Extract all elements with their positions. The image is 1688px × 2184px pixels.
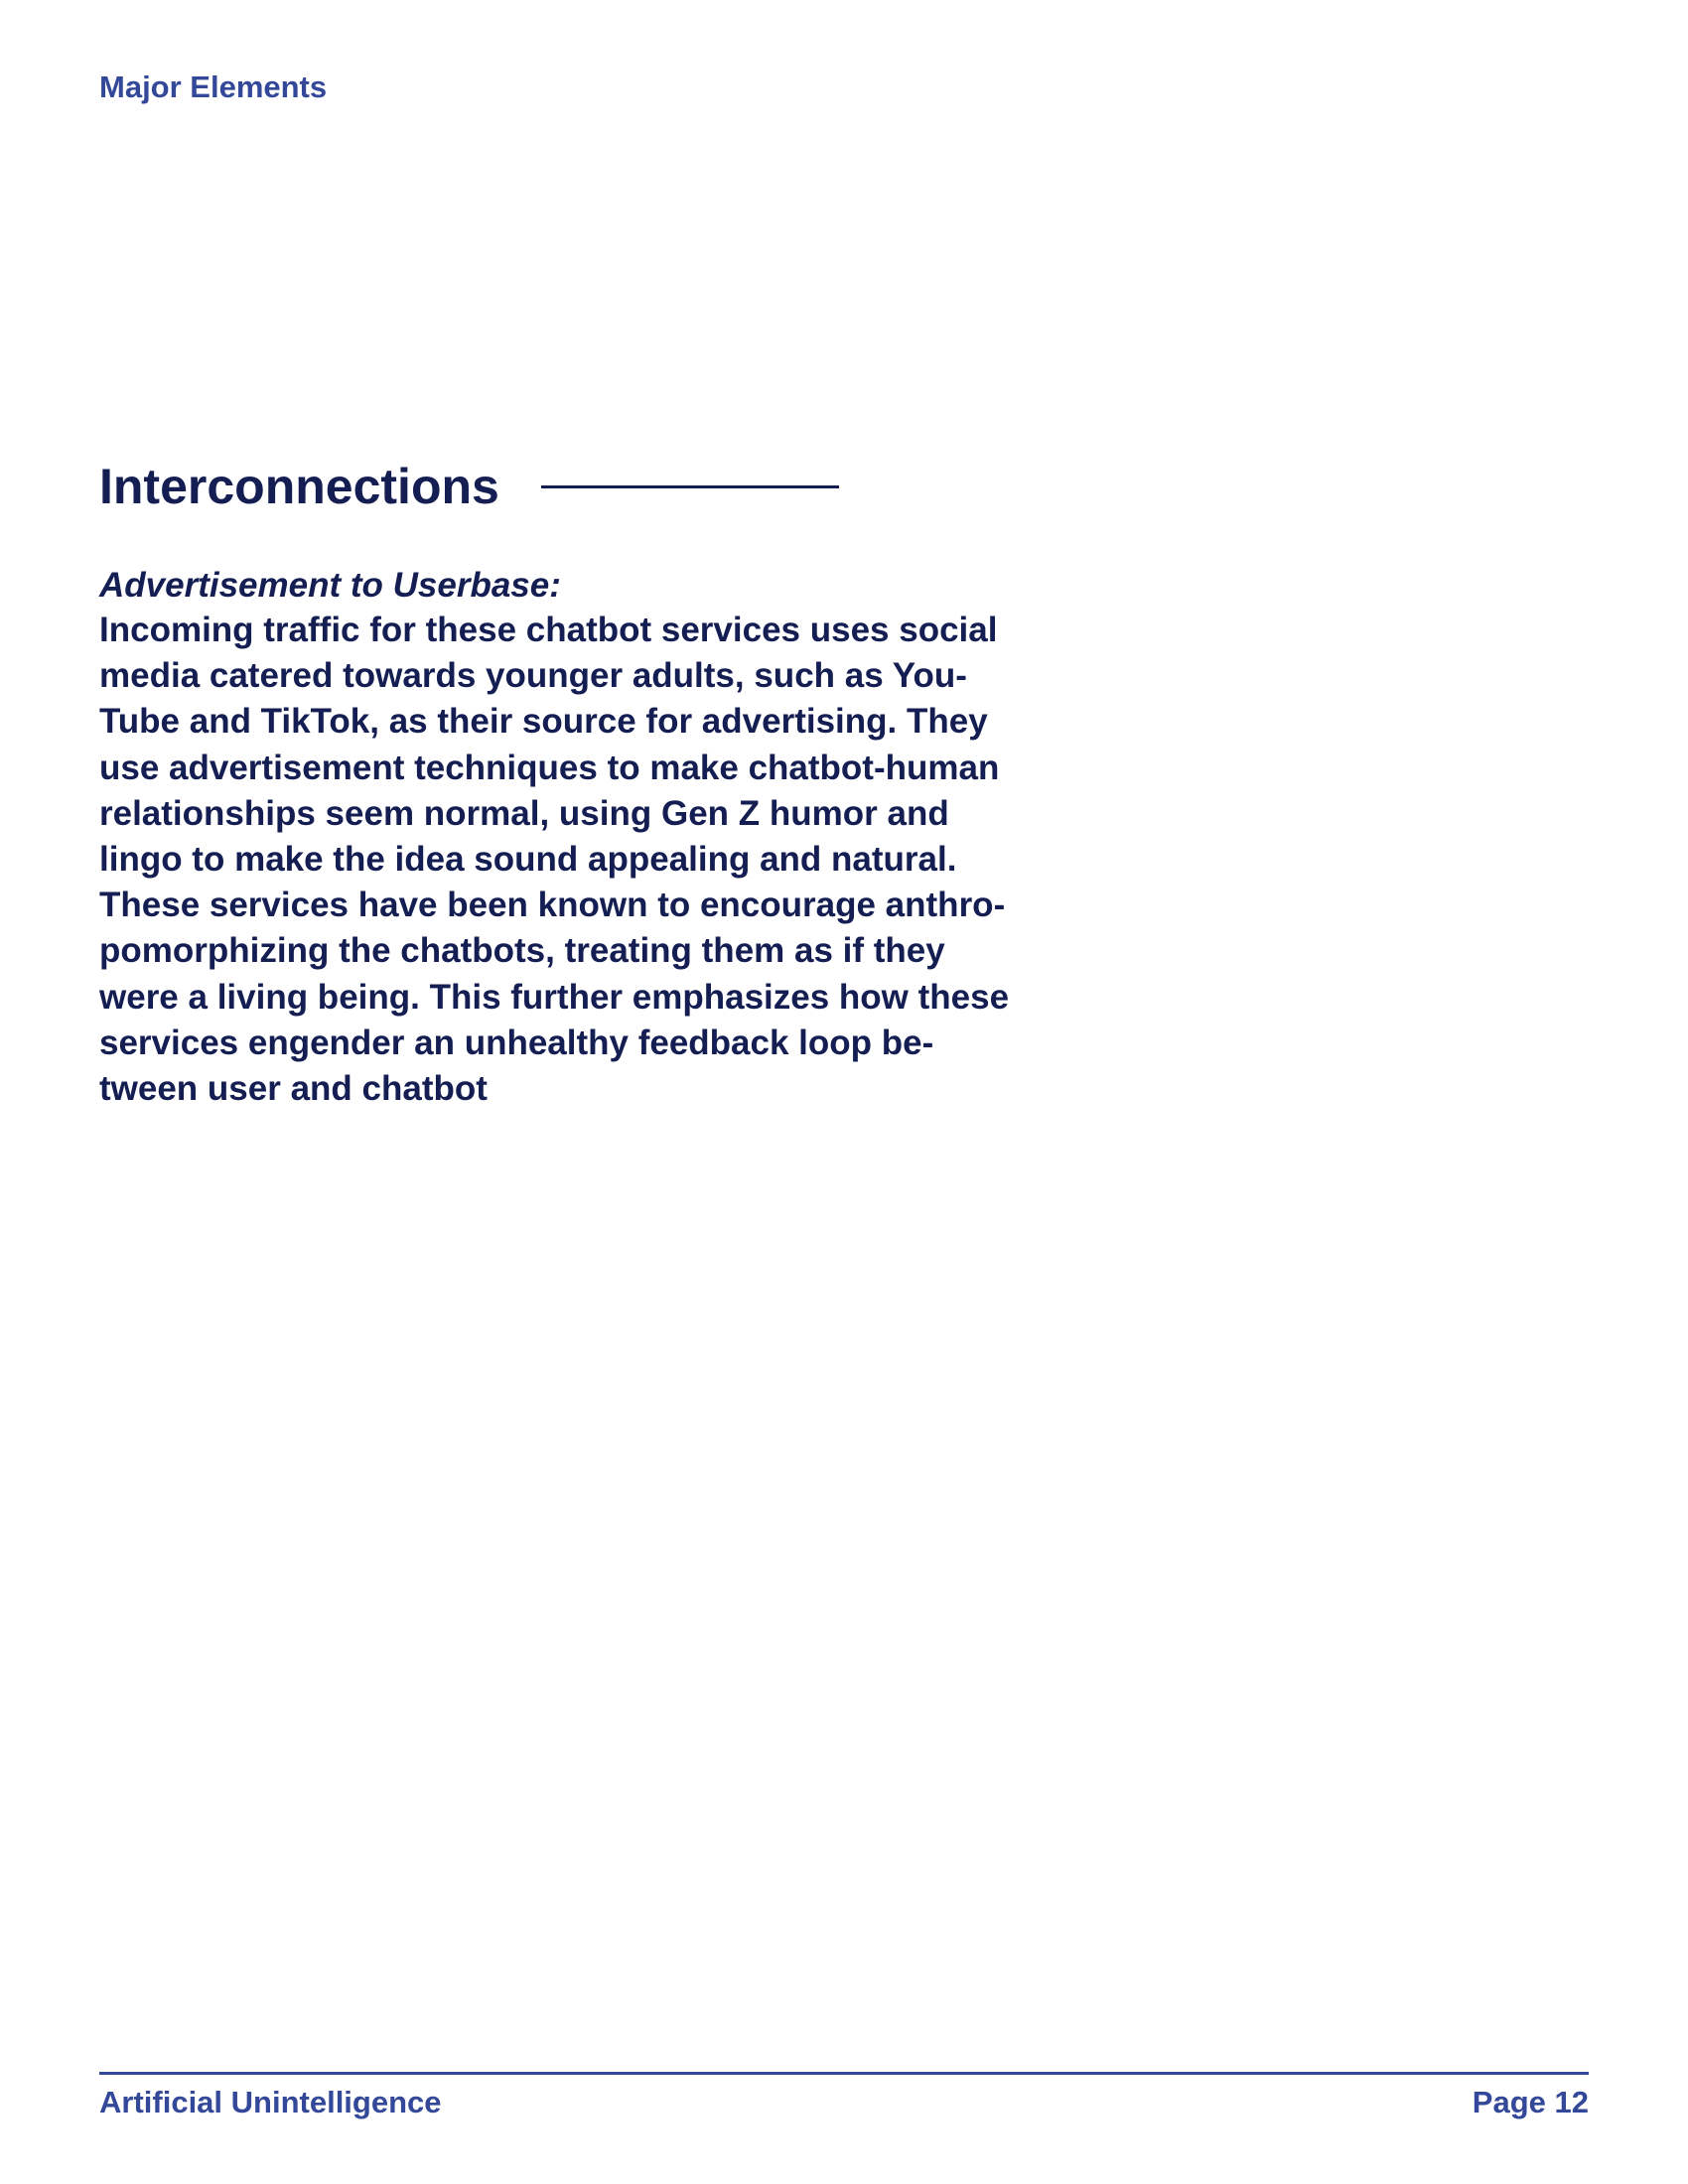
title-rule [541, 485, 839, 488]
footer-rule [99, 2072, 1589, 2075]
footer-page-number: Page 12 [1472, 2085, 1589, 2119]
body-line: use advertisement techniques to make chatbot-human [99, 748, 1000, 787]
body-line: lingo to make the idea sound appealing and natural. [99, 840, 957, 880]
section-heading-row [99, 457, 1092, 516]
section-title: Interconnections [99, 459, 499, 514]
running-header: Major Elements [99, 69, 328, 104]
body-line: tween user and chatbot [99, 1069, 488, 1109]
body-paragraph [99, 608, 1082, 1112]
body-line: media catered towards younger adults, such as You- [99, 656, 967, 696]
section-subheading: Advertisement to Userbase: [99, 566, 561, 605]
footer-document-title: Artificial Unintelligence [99, 2085, 442, 2119]
body-line: services engender an unhealthy feedback loop be- [99, 1023, 934, 1062]
body-line: Tube and TikTok, as their source for advertising. They [99, 702, 988, 742]
body-line: relationships seem normal, using Gen Z humor and [99, 793, 949, 833]
interconnections-section [99, 457, 1092, 1112]
body-line: pomorphizing the chatbots, treating them as if they [99, 931, 945, 971]
body-line: were a living being. This further emphasizes how these [99, 977, 1010, 1017]
body-line: Incoming traffic for these chatbot services uses social [99, 611, 998, 649]
body-line: These services have been known to encourage anthro- [99, 886, 1006, 925]
